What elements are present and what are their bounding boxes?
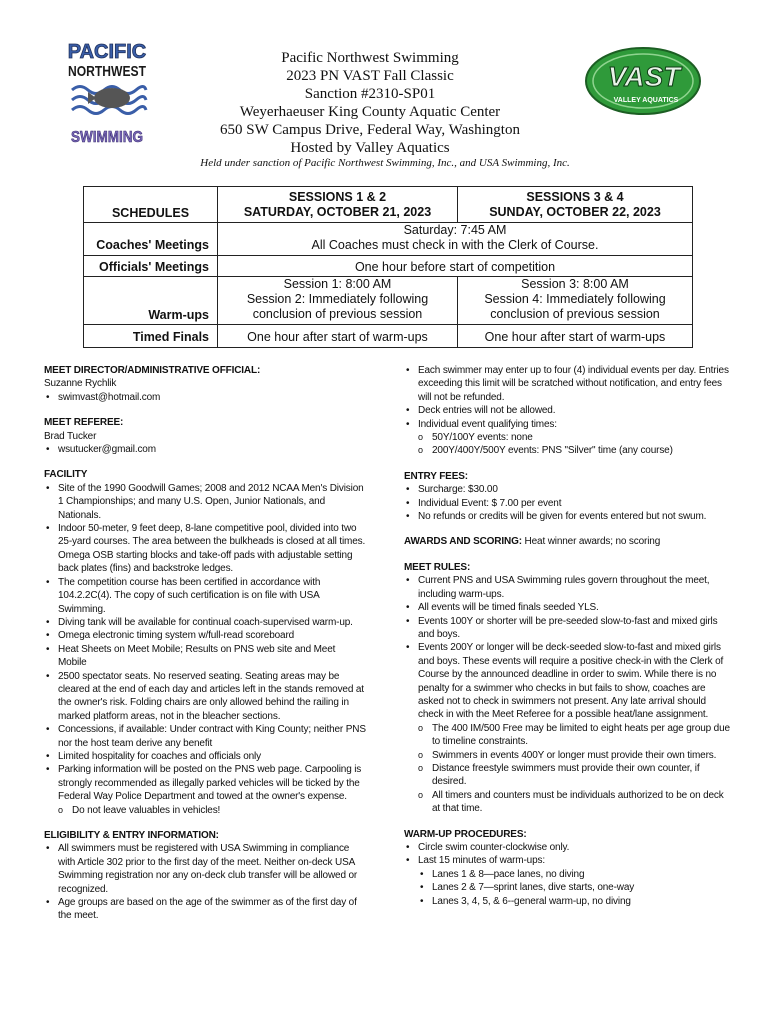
sessions-34-title: SESSIONS 3 & 4 [526, 190, 624, 204]
list-subitem: • Lanes 2 & 7—sprint lanes, dive starts, one-way [404, 881, 730, 894]
header-host: Hosted by Valley Aquatics [290, 140, 450, 156]
list-item: • Individual Event: $ 7.00 per event [404, 497, 730, 510]
director-email[interactable]: • swimvast@hotmail.com [44, 391, 366, 404]
awards-text: Heat winner awards; no scoring [524, 536, 661, 548]
list-item: • No refunds or credits will be given for events entered but not swum. [404, 510, 730, 523]
warmup-session-3: Session 3: 8:00 AM [521, 277, 629, 291]
facility-heading: FACILITY [44, 469, 88, 481]
list-item: • Parking information will be posted on the PNS web page. Carpooling is strongly recommended as illegally parked vehicles will be ticked by the Federal Way Police Department and towed at the owner's expense. [44, 763, 366, 803]
warmup-session-4a: Session 4: Immediately following [484, 292, 666, 306]
list-item: • Individual event qualifying times: [404, 418, 730, 431]
eligibility-list [44, 842, 366, 922]
fees-heading: ENTRY FEES: [404, 470, 468, 482]
list-item: • Deck entries will not be allowed. [404, 404, 730, 417]
list-item: • Events 100Y or shorter will be pre-seeded slow-to-fast and mixed girls and boys. [404, 615, 730, 642]
referee-heading: MEET REFEREE: [44, 417, 124, 429]
list-item: • Circle swim counter-clockwise only. [404, 841, 730, 854]
eligibility-heading: ELIGIBILITY & ENTRY INFORMATION: [44, 830, 219, 841]
right-column [404, 364, 730, 908]
list-item: • Diving tank will be available for continual coach-supervised warm-up. [44, 616, 366, 629]
awards-line [404, 535, 730, 548]
list-item: • Concessions, if available: Under contract with King County; neither PNS nor the host team derive any benefit [44, 723, 366, 750]
rules-list [404, 574, 730, 815]
label-timed-finals: Timed Finals [132, 330, 209, 344]
fees-list [404, 483, 730, 523]
header-sanction: Sanction #2310-SP01 [304, 86, 436, 102]
list-item: • Surcharge: $30.00 [404, 483, 730, 496]
sessions-34-date: SUNDAY, OCTOBER 22, 2023 [489, 205, 661, 219]
list-subitem: • Lanes 1 & 8—pace lanes, no diving [404, 868, 730, 881]
label-coaches-meetings: Coaches' Meetings [96, 238, 209, 252]
list-item: • Events 200Y or longer will be deck-seeded slow-to-fast and mixed girls and boys. These events will require a positive check-in with the Clerk of Course by the announced deadline in order to swim. While there is no penalty for a swimmer who checks in but fails to show, coaches are asked not to check in swimmers not present. Any late arrival should check in with the Meet Referee for a possible heat/lane assignment. [404, 641, 730, 721]
vast-logo [584, 46, 702, 116]
vast-logo-sub: VALLEY AQUATICS [613, 97, 679, 104]
list-item: • All swimmers must be registered with USA Swimming in compliance with Article 302 prior to the first day of the meet. Neither on-deck USA Swimming registration nor any on-deck club transfer will be allowed or recognized. [44, 842, 366, 896]
list-item: • Heat Sheets on Meet Mobile; Results on PNS web site and Meet Mobile [44, 643, 366, 670]
label-schedules: SCHEDULES [111, 206, 190, 220]
list-item: • All events will be timed finals seeded YLS. [404, 601, 730, 614]
officials-text: One hour before start of competition [354, 260, 556, 274]
pns-logo-line2: NORTHWEST [68, 63, 146, 80]
list-subitem: • Lanes 3, 4, 5, & 6--general warm-up, no diving [404, 895, 730, 908]
label-warmups: Warm-ups [148, 308, 209, 322]
list-subitem: o The 400 IM/500 Free may be limited to eight heats per age group due to timeline constraints. [404, 722, 730, 749]
header-address: 650 SW Campus Drive, Federal Way, Washington [220, 122, 520, 138]
pns-logo [66, 38, 148, 150]
header-meet-name: 2023 PN VAST Fall Classic [286, 68, 454, 84]
warmup-session-4b: conclusion of previous session [490, 307, 660, 321]
coaches-note: All Coaches must check in with the Clerk of Course. [311, 238, 599, 252]
list-subitem: o Distance freestyle swimmers must provide their own counter, if desired. [404, 762, 730, 789]
referee-email[interactable]: • wsutucker@gmail.com [44, 443, 366, 456]
list-item: • Limited hospitality for coaches and officials only [44, 750, 366, 763]
rules-heading: MEET RULES: [404, 561, 471, 573]
timed-finals-12: One hour after start of warm-ups [247, 330, 428, 344]
awards-heading: AWARDS AND SCORING: [404, 536, 522, 548]
list-subitem: o 200Y/400Y/500Y events: PNS "Silver" time (any course) [404, 444, 730, 457]
list-item: • 2500 spectator seats. No reserved seating. Seating areas may be cleared at the end of each day and articles left in the stands removed at the owner's risk. Folding chairs are only allowed behind the railing in marked platform areas, not in the bleacher sections. [44, 670, 366, 724]
warmup-session-2a: Session 2: Immediately following [246, 292, 429, 306]
list-item: • Current PNS and USA Swimming rules govern throughout the meet, including warm-ups. [404, 574, 730, 601]
header-venue: Weyerhaeuser King County Aquatic Center [239, 104, 501, 120]
list-item: • The competition course has been certified in accordance with 104.2.2C(4). The copy of such certification is on file with USA Swimming. [44, 576, 366, 616]
sanction-note: Held under sanction of Pacific Northwest Swimming, Inc., and USA Swimming, Inc. [200, 157, 570, 169]
warmup-session-2b: conclusion of previous session [252, 307, 423, 321]
director-heading: MEET DIRECTOR/ADMINISTRATIVE OFFICIAL: [44, 365, 261, 376]
list-item: • Each swimmer may enter up to four (4) individual events per day. Entries exceeding this limit will be scratched without notification, and entry fees will not be refunded. [404, 364, 730, 404]
director-name: Suzanne Rychlik [44, 378, 117, 390]
sessions-12-date: SATURDAY, OCTOBER 21, 2023 [243, 205, 432, 219]
coaches-time: Saturday: 7:45 AM [403, 223, 507, 237]
facility-list [44, 482, 366, 817]
referee-name: Brad Tucker [44, 430, 97, 442]
entry-list [404, 364, 730, 458]
warmup-session-1: Session 1: 8:00 AM [283, 277, 392, 291]
list-item: • Site of the 1990 Goodwill Games; 2008 and 2012 NCAA Men's Division 1 Championships; and many U.S. Open, Junior Nationals, and Nationals. [44, 482, 366, 522]
list-subitem: o Do not leave valuables in vehicles! [44, 804, 366, 817]
vast-logo-text: VAST [607, 61, 681, 92]
timed-finals-34: One hour after start of warm-ups [484, 330, 666, 344]
pns-logo-line1: PACIFIC [67, 41, 147, 63]
header-org: Pacific Northwest Swimming [281, 50, 459, 66]
list-subitem: o All timers and counters must be individuals authorized to be on deck at that time. [404, 789, 730, 816]
list-item: • Indoor 50-meter, 9 feet deep, 8-lane competitive pool, divided into two 25-yard courses. The area between the bulkheads is closed at all times. Omega OSB starting blocks and take-off pads with adjustable setting back plates (fins) and backstroke ledges. [44, 522, 366, 576]
list-item: • Last 15 minutes of warm-ups: [404, 854, 730, 867]
warmup-list [404, 841, 730, 908]
list-item: • Age groups are based on the age of the swimmer as of the first day of the meet. [44, 896, 366, 923]
list-subitem: o 50Y/100Y events: none [404, 431, 730, 444]
left-column [44, 364, 366, 923]
warmup-heading: WARM-UP PROCEDURES: [404, 828, 527, 840]
sessions-12-title: SESSIONS 1 & 2 [288, 190, 387, 204]
pns-logo-line3: SWIMMING [71, 129, 143, 146]
list-item: • Omega electronic timing system w/full-read scoreboard [44, 629, 366, 642]
list-subitem: o Swimmers in events 400Y or longer must provide their own timers. [404, 749, 730, 762]
label-officials-meetings: Officials' Meetings [99, 260, 209, 274]
